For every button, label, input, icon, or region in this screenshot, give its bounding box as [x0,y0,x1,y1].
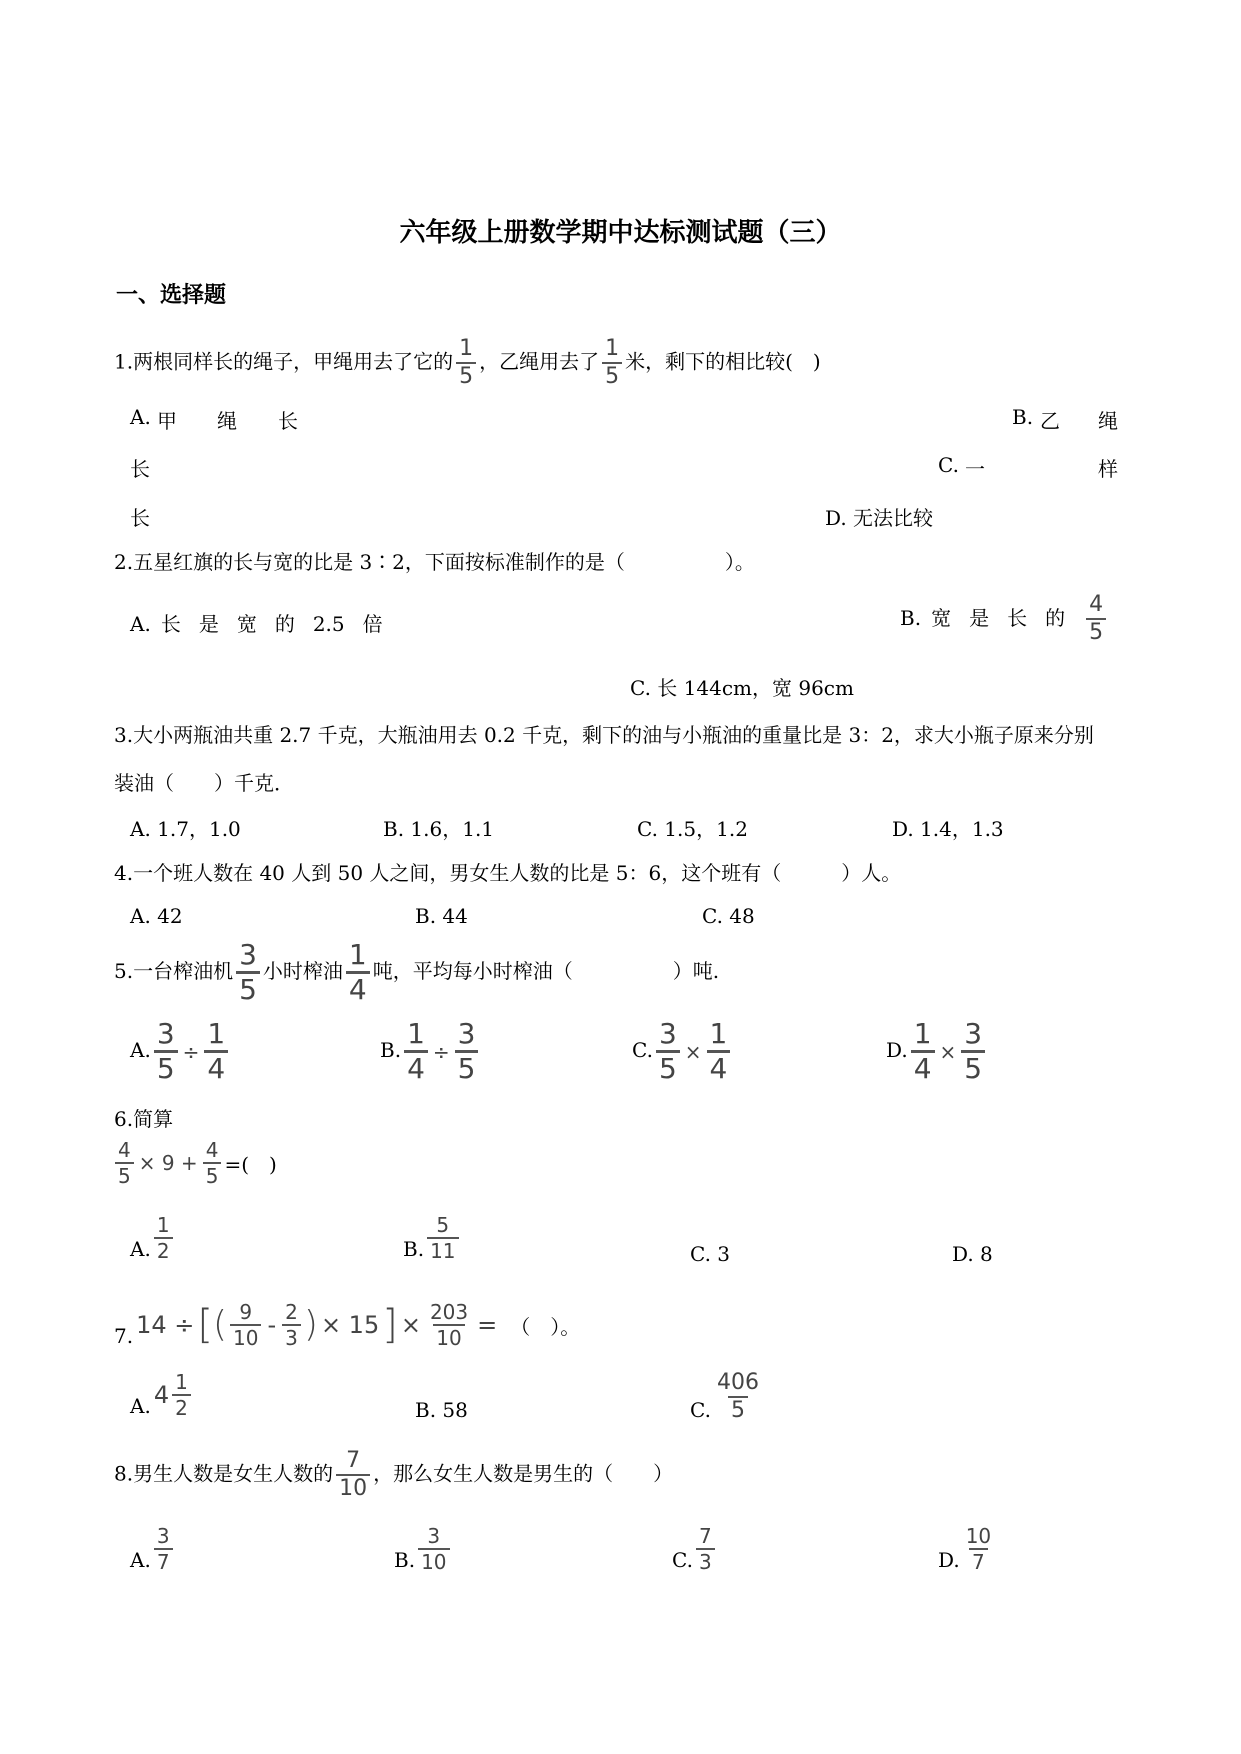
question-text: ，乙绳用去了 [479,349,600,374]
fraction: $\frac{3}{5}$ [236,941,260,1004]
question-text: 两根同样长的绳子，甲绳用去了它的 [133,349,454,374]
question-6-expression: $\frac{4}{5}$ × 9 + $\frac{4}{5}$ =( ) [112,1140,277,1186]
option-b[interactable]: B. $\frac{3}{10}$ [394,1526,453,1572]
question-1 [114,338,821,388]
question-7: 7. 14 ÷ [ ( $\frac{9}{10}$ - $\frac{2}{3}$ ) × 15 ] × $\frac{203}{10}$ = （ ）。 [114,1300,581,1350]
question-3-line-2: 装油（ ）千克． [114,771,294,795]
option-a[interactable]: A. 长 是 宽 的 2.5 倍 [130,612,383,636]
option-b[interactable]: B. 宽 是 长 的 $\frac{4}{5}$ [900,594,1109,644]
question-number: 1. [114,349,134,374]
fraction: $\frac{4}{5}$ [1086,594,1106,644]
option-a-text: 绳 [217,409,237,433]
fraction: $\frac{7}{10}$ [336,1450,370,1500]
option-a[interactable]: A. $\frac{3}{7}$ [130,1526,176,1572]
option-a-text: 长 [278,409,298,433]
option-d[interactable]: D. $\frac{1}{4}$ × $\frac{3}{5}$ [886,1020,988,1083]
option-c[interactable]: C. 3 [690,1242,731,1266]
question-4: 4.一个班人数在 40 人到 50 人之间，男女生人数的比是 5：6，这个班有（ ）人。 [114,861,902,885]
page-title: 六年级上册数学期中达标测试题（三） [399,218,842,248]
question-6: 6.简算 [114,1107,174,1131]
fraction: $\frac{1}{4}$ [346,941,370,1004]
option-b-text: 长 [130,457,150,481]
option-a[interactable]: A. 42 [130,904,183,928]
question-2: 2.五星红旗的长与宽的比是 3∶2，下面按标准制作的是（ ）。 [114,550,755,574]
option-a[interactable]: A. 1.7，1.0 [130,817,241,841]
option-c[interactable]: C. $\frac{3}{5}$ × $\frac{1}{4}$ [632,1020,733,1083]
option-c[interactable]: C. $\frac{406}{5}$ [690,1370,759,1423]
option-b[interactable]: B. $\frac{1}{4}$ ÷ $\frac{3}{5}$ [380,1020,481,1083]
option-c-text: 长 [130,506,150,530]
option-c-text: 一 [965,457,985,481]
fraction: $\frac{1}{5}$ [602,338,622,388]
option-c-letter[interactable]: C. [938,453,959,477]
question-3-line-1: 3.大小两瓶油共重 2.7 千克，大瓶油用去 0.2 千克，剩下的油与小瓶油的重量比是 3：2，求大小瓶子原来分别 [114,723,1094,747]
option-a[interactable]: A. 4 $\frac{1}{2}$ [130,1372,194,1418]
option-c[interactable]: C. 1.5，1.2 [637,817,748,841]
option-c[interactable]: C. 48 [702,904,755,928]
question-5: 5.一台榨油机 $\frac{3}{5}$ 小时榨油 $\frac{1}{4}$ 吨，平均每小时榨油（ ）吨. [114,938,720,1006]
fraction: $\frac{1}{5}$ [456,338,476,388]
option-d[interactable]: D. 无法比较 [825,506,934,530]
section-heading: 一、选择题 [116,283,227,308]
question-8: 8.男生人数是女生人数的 $\frac{7}{10}$ ，那么女生人数是男生的（ ） [114,1448,674,1501]
option-a-text: 甲 [157,409,177,433]
option-b[interactable]: B. $\frac{5}{11}$ [403,1215,462,1261]
option-b-text: 乙 [1040,409,1060,433]
option-d[interactable]: D. $\frac{10}{7}$ [938,1524,992,1574]
option-a-letter[interactable]: A. [130,405,151,429]
option-a[interactable]: A. $\frac{3}{5}$ ÷ $\frac{1}{4}$ [130,1020,231,1083]
option-b[interactable]: B. 58 [415,1398,468,1422]
option-b-text: 绳 [1098,409,1118,433]
option-d[interactable]: D. 8 [952,1242,993,1266]
option-c[interactable]: C. 长 144cm，宽 96cm [630,676,854,700]
option-c-text: 样 [1098,457,1118,481]
question-text: 米，剩下的相比较( ) [625,349,821,374]
option-b-letter[interactable]: B. [1012,405,1034,429]
option-b[interactable]: B. 44 [415,904,468,928]
option-d[interactable]: D. 1.4，1.3 [892,817,1004,841]
option-c[interactable]: C. $\frac{7}{3}$ [672,1526,718,1572]
option-b[interactable]: B. 1.6，1.1 [383,817,495,841]
option-a[interactable]: A. $\frac{1}{2}$ [130,1215,176,1261]
